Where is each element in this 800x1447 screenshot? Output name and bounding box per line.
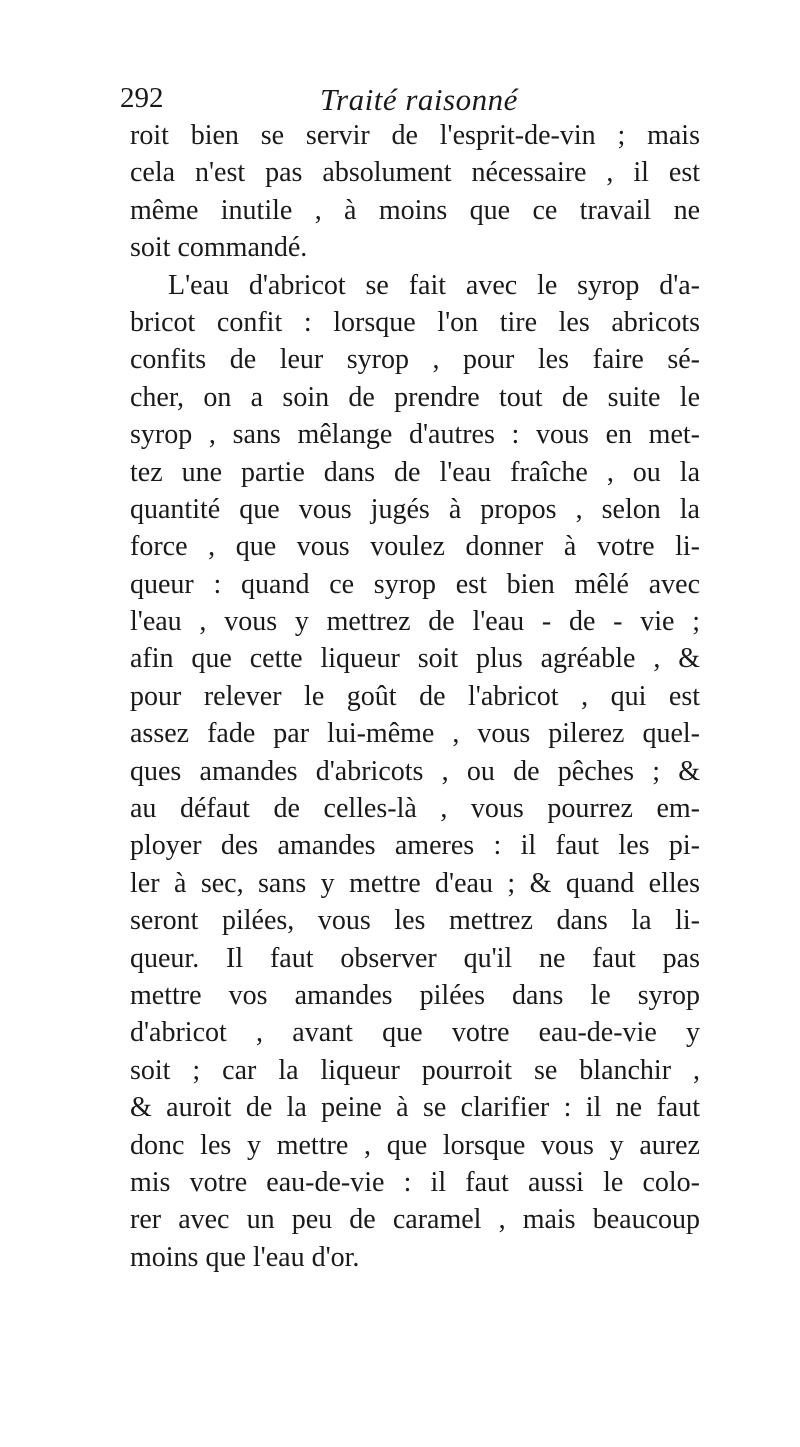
text-line: quantité que vous jugés à propos , selon la (130, 493, 700, 525)
text-line: syrop , sans mêlange d'autres : vous en met- (130, 419, 700, 451)
text-line: l'eau , vous y mettrez de l'eau - de - vie ; (130, 606, 700, 638)
text-line: & auroit de la peine à se clarifier : il ne faut (130, 1092, 700, 1124)
text-line: même inutile , à moins que ce travail ne (130, 194, 700, 226)
text-line: rer avec un peu de caramel , mais beaucoup (130, 1204, 700, 1236)
text-line: assez fade par lui-même , vous pilerez quel- (130, 718, 700, 750)
text-line: d'abricot , avant que votre eau-de-vie y (130, 1017, 700, 1049)
page-number: 292 (120, 82, 164, 114)
text-line: afin que cette liqueur soit plus agréable , & (130, 643, 700, 675)
text-line: cher, on a soin de prendre tout de suite le (130, 381, 700, 413)
text-line: moins que l'eau d'or. (130, 1241, 360, 1273)
text-line: queur : quand ce syrop est bien mêlé avec (130, 568, 700, 600)
text-line: queur. Il faut observer qu'il ne faut pas (130, 942, 700, 974)
text-line: ques amandes d'abricots , ou de pêches ; & (130, 755, 700, 787)
text-line: pour relever le goût de l'abricot , qui est (130, 680, 700, 712)
text-line: soit ; car la liqueur pourroit se blanchir , (130, 1054, 700, 1086)
text-line: au défaut de celles-là , vous pourrez em- (130, 793, 700, 825)
body-text (130, 117, 700, 1276)
text-line: soit commandé. (130, 232, 308, 264)
paragraph-first-line: L'eau d'abricot se fait avec le syrop d'a- (168, 269, 700, 301)
text-line: roit bien se servir de l'esprit-de-vin ; mais (130, 120, 700, 151)
text-line: force , que vous voulez donner à votre li- (130, 531, 700, 563)
text-line: mettre vos amandes pilées dans le syrop (130, 979, 700, 1011)
text-line: donc les y mettre , que lorsque vous y aurez (130, 1129, 700, 1161)
text-line: cela n'est pas absolument nécessaire , il est (130, 157, 700, 189)
text-line: bricot confit : lorsque l'on tire les abricots (130, 306, 700, 338)
text-line: mis votre eau-de-vie : il faut aussi le colo- (130, 1166, 700, 1198)
text-line: ployer des amandes ameres : il faut les pi- (130, 830, 700, 862)
text-line: ler à sec, sans y mettre d'eau ; & quand elles (130, 867, 700, 899)
text-line: seront pilées, vous les mettrez dans la li- (130, 905, 700, 937)
text-line: confits de leur syrop , pour les faire sé- (130, 344, 700, 376)
running-title: Traité raisonné (320, 82, 518, 117)
text-line: tez une partie dans de l'eau fraîche , ou la (130, 456, 700, 488)
